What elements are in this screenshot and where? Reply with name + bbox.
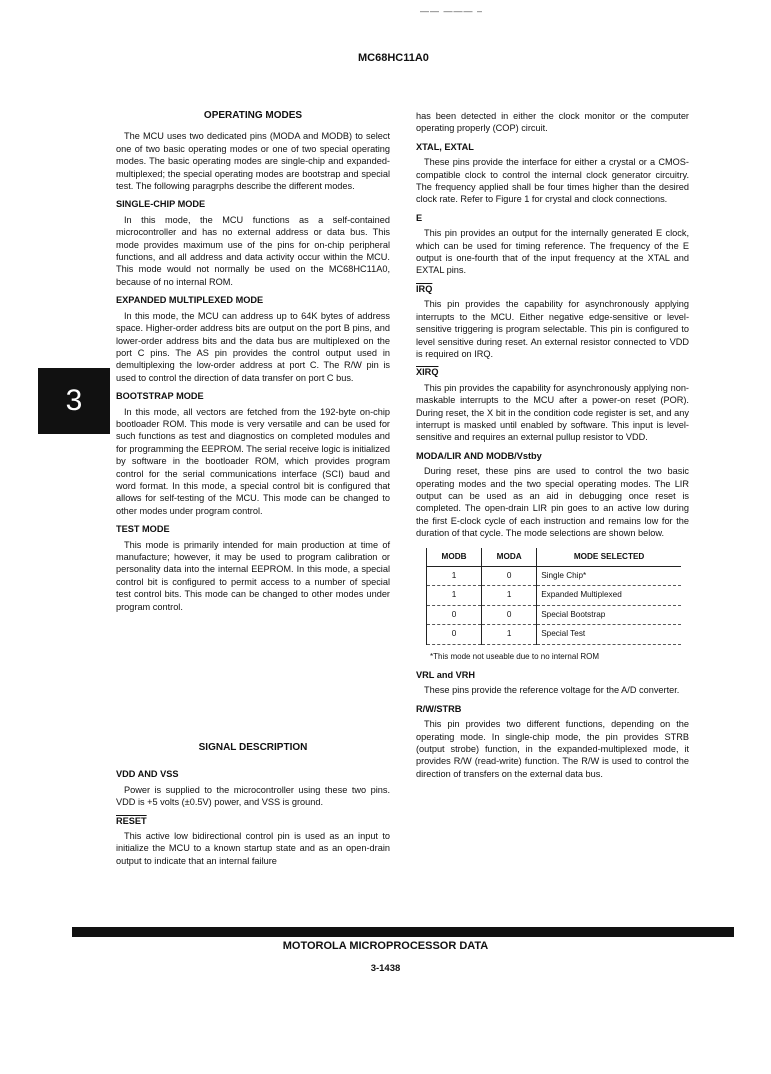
table-cell: 1: [482, 625, 537, 644]
table-header: MODA: [482, 548, 537, 567]
table-header: MODB: [427, 548, 482, 567]
table-cell: 0: [427, 605, 482, 624]
xtal-paragraph: These pins provide the interface for either a crystal or a CMOS-compatible clock to control the internal clock generator circuitry. The frequency applied shall be four times higher than the desired clock rate. Refer to Figure 1 for crystal and clock connections.: [416, 157, 689, 205]
signal-description-title: SIGNAL DESCRIPTION: [198, 742, 308, 753]
table-cell: Single Chip*: [537, 567, 681, 586]
table-cell: 0: [427, 625, 482, 644]
table-row: [427, 586, 682, 605]
left-column-lower: [116, 742, 390, 873]
bootstrap-heading: BOOTSTRAP MODE: [116, 391, 204, 402]
reset-heading: RESET: [116, 815, 147, 826]
irq-paragraph: This pin provides the capability for asynchronously applying interrupts to the MCU. Either negative edge-sensitive or level-sensitive triggering is program selectable. This pin is configured to level sensitive during reset. An external resistor connected to VDD is required on IRQ.: [416, 299, 689, 359]
reset-paragraph: This active low bidirectional control pin is used as an input to initialize the MCU to a known startup state and as an open-drain output to indicate that an internal failure: [116, 831, 390, 866]
header-dashes: —— ——— –: [420, 6, 484, 16]
page-number: 3-1438: [370, 963, 401, 974]
single-chip-paragraph: In this mode, the MCU functions as a self-contained microcontroller and has no external address or data bus. This mode provides maximum use of the pins for on-chip peripheral functions, and all address and data activity occur within the MCU. This mode would not normally be used on the MC68HC11A0, because of no internal ROM.: [116, 214, 390, 287]
xirq-heading: XIRQ: [416, 367, 439, 378]
continued-paragraph: has been detected in either the clock monitor or the computer operating properly (COP) circuit.: [416, 111, 689, 134]
table-footnote: *This mode not useable due to no internal ROM: [430, 651, 599, 661]
table-header: MODE SELECTED: [537, 548, 681, 567]
moda-heading: MODA/LIR AND MODB/Vstby: [416, 450, 542, 461]
table-cell: Special Bootstrap: [537, 605, 681, 624]
right-column: [416, 110, 689, 786]
operating-modes-title: OPERATING MODES: [203, 110, 303, 121]
vdd-paragraph: Power is supplied to the microcontroller using these two pins. VDD is +5 volts (±0.5V) power, and VSS is ground.: [116, 784, 390, 808]
section-tab: 3: [38, 368, 110, 434]
footer-title: MOTOROLA MICROPROCESSOR DATA: [282, 940, 489, 952]
single-chip-heading: SINGLE-CHIP MODE: [116, 199, 206, 210]
xtal-heading: XTAL, EXTAL: [416, 141, 474, 152]
table-row: [427, 567, 682, 586]
vrl-heading: VRL and VRH: [416, 670, 476, 681]
vdd-heading: VDD AND VSS: [116, 769, 179, 780]
expanded-heading: EXPANDED MULTIPLEXED MODE: [116, 295, 264, 306]
footer-rule: [72, 927, 734, 937]
table-cell: 1: [427, 586, 482, 605]
table-cell: Special Test: [537, 625, 681, 644]
left-column: [116, 110, 390, 619]
table-cell: 1: [482, 586, 537, 605]
xirq-paragraph: This pin provides the capability for asynchronously applying non-maskable interrupts to the MCU after a power-on reset (POR). During reset, the X bit in the condition code register is set, and any interrupt is masked until enabled by software. This input is level-sensitive and requires an external pullup resistor to VDD.: [416, 382, 689, 443]
table-cell: 1: [427, 567, 482, 586]
intro-paragraph: The MCU uses two dedicated pins (MODA and MODB) to select one of two basic operating modes or one of two special operating modes. The basic operating modes are single-chip and expanded-multiplexed; the special operating modes are bootstrap and special test. The following paragrphs describe the different modes.: [116, 131, 390, 192]
table-cell: 0: [482, 567, 537, 586]
rw-paragraph: This pin provides two different functions, depending on the operating mode. In single-chip mode, the pin provides STRB (output strobe) function, in the expanded-multiplexed mode, it provides R/W (read-write) function. The R/W is used to control the direction of transfers on the external data bus.: [416, 719, 689, 779]
mode-selection-table: [426, 548, 681, 645]
test-mode-paragraph: This mode is primarily intended for main production at time of manufacture; however, it may be used to program calibration or personality data into the internal EEPROM. In this mode, a special control bit is configured to permit access to a number of special test control bits. This mode can be changed to other modes under program control.: [116, 539, 390, 612]
e-paragraph: This pin provides an output for the internally generated E clock, which can be used for timing reference. The frequency of the E output is one-fourth that of the input frequency at the XTAL and EXTAL pins.: [416, 228, 689, 276]
table-cell: 0: [482, 605, 537, 624]
vrl-paragraph: These pins provide the reference voltage for the A/D converter.: [424, 685, 680, 696]
rw-heading: R/W/STRB: [416, 703, 462, 714]
part-number: MC68HC11A0: [358, 52, 429, 64]
e-heading: E: [416, 212, 423, 223]
moda-paragraph: During reset, these pins are used to control the two basic operating modes and the two special operating modes. The LIR output can be used as an aid in debugging once reset is completed. The open-drain LIR pin goes to an active low during the first E-clock cycle of each instruction and remains low for the duration of that cycle. The mode selections are shown below.: [416, 466, 689, 539]
table-cell: Expanded Multiplexed: [537, 586, 681, 605]
irq-heading: $\overline{IRQ}$: [416, 283, 433, 294]
table-row: [427, 625, 682, 644]
table-header-row: [427, 548, 682, 567]
test-mode-heading: TEST MODE: [116, 524, 170, 535]
table-row: [427, 605, 682, 624]
bootstrap-paragraph: In this mode, all vectors are fetched from the 192-byte on-chip bootloader ROM. This mode is very versatile and can be used for such functions as test and diagnostics on completed modules and for programming the EEPROM. The serial receive logic is initialized by software in the bootloader ROM, which provides program control for the serial communications interface (SCI) baud and word format. In this mode, a special control bit is configured that allows for self-testing of the MCU. This mode can be changed to other modes under program control.: [116, 406, 390, 516]
expanded-paragraph: In this mode, the MCU can address up to 64K bytes of address space. Higher-order address bits are output on the port B pins, and lower-order address bits and the data bus are multiplexed on the port C pins. The AS pin provides the control output used in demultiplexing the low-order address at port C. The R/W pin is used to control the direction of data transfer on port C bus.: [116, 310, 390, 383]
